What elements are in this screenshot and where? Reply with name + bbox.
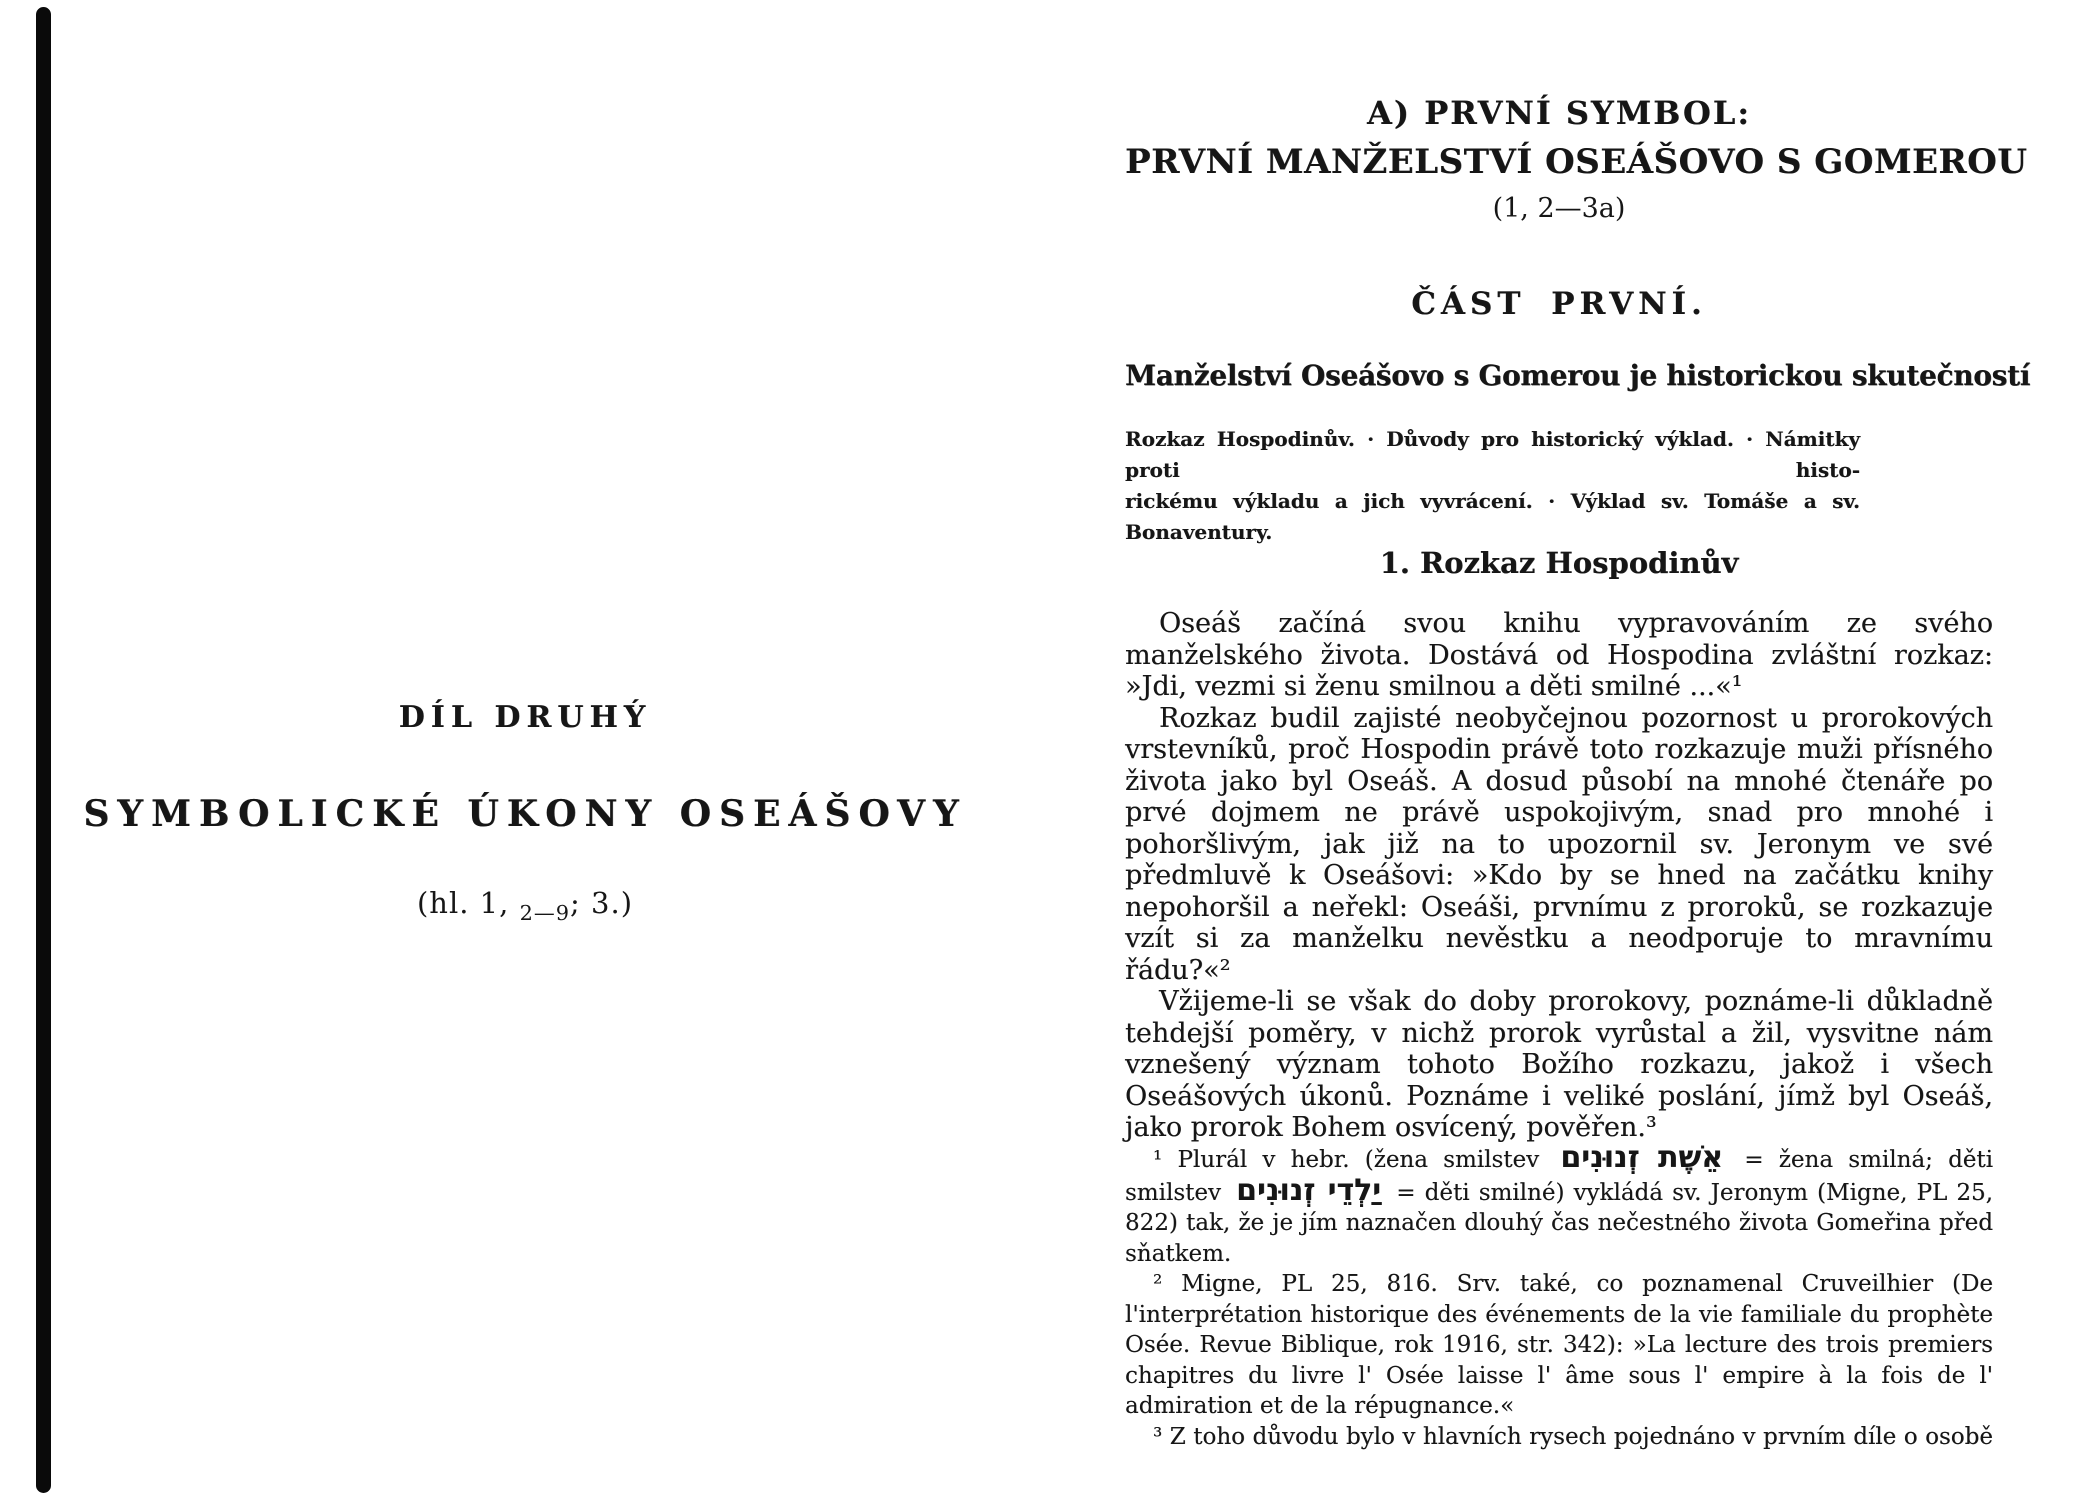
- volume-reference-prefix: (hl. 1,: [416, 886, 520, 920]
- section-heading: 1. Rozkaz Hospodinův: [1379, 546, 1739, 580]
- volume-title: SYMBOLICKÉ ÚKONY OSEÁŠOVY: [83, 793, 967, 835]
- hebrew-phrase-eshet-zenunim: אֵשֶׁת זְנוּנִים: [1560, 1140, 1724, 1175]
- symbol-heading-title: PRVNÍ MANŽELSTVÍ OSEÁŠOVO S GOMEROU: [1125, 142, 2028, 182]
- body-paragraph-1: Oseáš začíná svou knihu vypravováním ze svého manželského života. Dostává od Hospodina zvláštní rozkaz: »Jdi, vezmi si ženu smilnou a děti smilné ...«¹: [1125, 608, 1993, 702]
- volume-reference-verses: 2—9: [519, 900, 571, 925]
- volume-heading: DÍL DRUHÝ: [398, 700, 652, 735]
- body-text: [1125, 608, 1993, 1144]
- footnote-1: [1125, 1140, 1994, 1269]
- hebrew-phrase-yaldei-zenunim: יַלְדֵי זְנוּנִים: [1236, 1172, 1382, 1208]
- chapter-summary: [1125, 424, 1860, 548]
- footnote-1-text-3: = děti smilné) vykládá sv. Jeronym (Migne, PL 25, 822) tak, že je jím naznačen dlouhý čas nečestného života Gomeřina před sňatkem.: [1125, 1179, 1993, 1267]
- footnote-1-text-1: ¹ Plurál v hebr. (žena smilstev: [1153, 1147, 1555, 1173]
- body-paragraph-3: Vžijeme-li se však do doby prorokovy, poznáme-li důkladně tehdejší poměry, v nichž prorok vyrůstal a žil, vysvitne nám vznešený význam tohoto Božího rozkazu, jakož i všech Oseášových úkonů. Poznáme i veliké poslání, jímž byl Oseáš, jako prorok Bohem osvícený, pověřen.³: [1125, 986, 1993, 1143]
- chapter-title: Manželství Oseášovo s Gomerou je historickou skutečností: [1125, 359, 2031, 392]
- footnote-2: ² Migne, PL 25, 816. Srv. také, co poznamenal Cruveilhier (De l'interprétation historique des événements de la vie familiale du prophète Osée. Revue Biblique, rok 1916, str. 342): »La lecture des trois premiers chapitres du livre l' Osée laisse l' âme sous l' empire à la fois de l' admiration et de la répugnance.«: [1125, 1271, 1993, 1419]
- body-paragraph-2: Rozkaz budil zajisté neobyčejnou pozornost u prorokových vrstevníků, proč Hospodin právě toto rozkazuje muži přísného života jako byl Oseáš. A dosud působí na mnohé čtenáře po prvé dojmem ne právě uspokojivým, snad pro mnohé i pohoršlivým, jak již na to upozornil sv. Jeronym ve své předmluvě k Oseášovi: »Kdo by se hned na začátku knihy nepohoršil a neřekl: Oseáši, prvnímu z proroků, se rozkazuje vzít si za manželku nevěstku a neodporuje to mravnímu řádu?«²: [1125, 702, 1993, 986]
- volume-reference: [0, 886, 1050, 925]
- chapter-summary-line-2: rickému výkladu a jich vyvrácení. · Výklad sv. Tomáše a sv. Bonaventury.: [1125, 489, 1860, 544]
- footnote-1-text-2: = žena smilná; děti smilstev: [1125, 1147, 1994, 1206]
- symbol-scripture-reference: (1, 2—3a): [1492, 193, 1626, 224]
- symbol-heading-label: A) PRVNÍ SYMBOL:: [1366, 94, 1751, 132]
- part-heading: ČÁST PRVNÍ.: [1411, 286, 1707, 322]
- footnote-3: ³ Z toho důvodu bylo v hlavních rysech pojednáno v prvním díle o osobě: [1153, 1423, 1993, 1450]
- footnotes: [1125, 1140, 1994, 1452]
- volume-reference-suffix: ; 3.): [570, 886, 634, 920]
- chapter-summary-line-1: Rozkaz Hospodinův. · Důvody pro historický výklad. · Námitky proti histo-: [1125, 427, 1860, 482]
- right-page: [1125, 0, 2031, 1500]
